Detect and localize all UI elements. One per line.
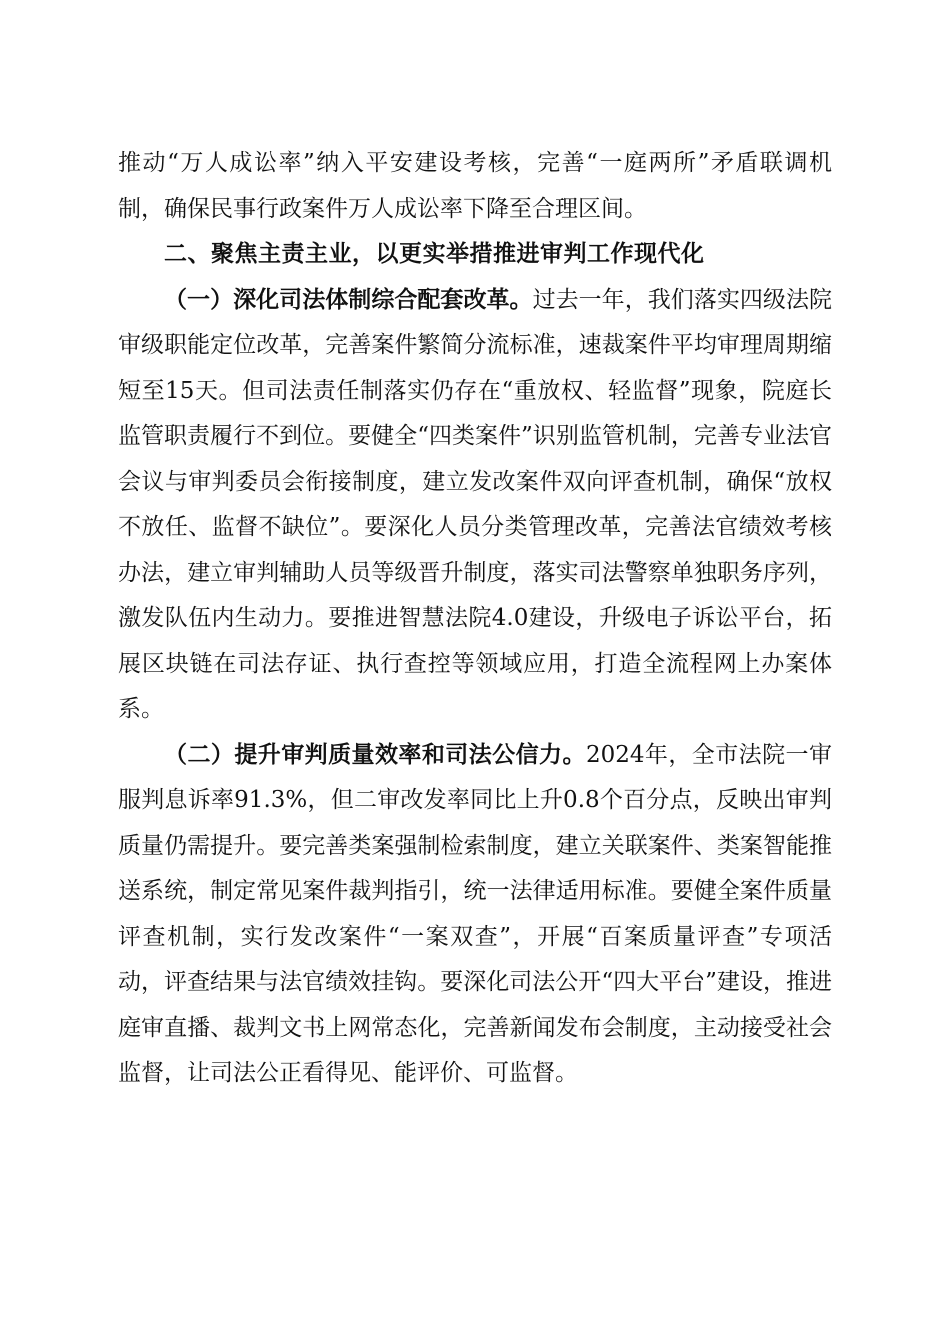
paragraph-judicial-reform [118, 278, 832, 733]
subsection-title: （一）深化司法体制综合配套改革。 [164, 286, 533, 313]
document-page [118, 141, 832, 1097]
paragraph-trial-quality [118, 733, 832, 1097]
paragraph-body: 推动“万人成讼率”纳入平安建设考核，完善“一庭两所”矛盾联调机制，确保民事行政案件万人成讼率下降至合理区间。 [118, 150, 832, 222]
paragraph-body: 2024年，全市法院一审服判息诉率91.3%，但二审改发率同比上升0.8个百分点，反映出审判质量仍需提升。要完善类案强制检索制度，建立关联案件、类案智能推送系统，制定常见案件裁判指引，统一法律适用标准。要健全案件质量评查机制，实行发改案件“一案双查”，开展“百案质量评查”专项活动，评查结果与法官绩效挂钩。要深化司法公开“四大平台”建设，推进庭审直播、裁判文书上网常态化，完善新闻发布会制度，主动接受社会监督，让司法公正看得见、能评价、可监督。 [118, 741, 832, 1086]
paragraph-body: 过去一年，我们落实四级法院审级职能定位改革，完善案件繁简分流标准，速裁案件平均审理周期缩短至15天。但司法责任制落实仍存在“重放权、轻监督”现象，院庭长监管职责履行不到位。要健全“四类案件”识别监管机制，完善专业法官会议与审判委员会衔接制度，建立发改案件双向评查机制，确保“放权不放任、监督不缺位”。要深化人员分类管理改革，完善法官绩效考核办法，建立审判辅助人员等级晋升制度，落实司法警察单独职务序列，激发队伍内生动力。要推进智慧法院4.0建设，升级电子诉讼平台，拓展区块链在司法存证、执行查控等领域应用，打造全流程网上办案体系。 [118, 286, 833, 722]
paragraph-continuation [118, 141, 832, 232]
section-heading-text: 二、聚焦主责主业，以更实举措推进审判工作现代化 [164, 241, 705, 267]
subsection-title: （二）提升审判质量效率和司法公信力。 [164, 741, 586, 768]
section-heading [118, 232, 832, 278]
